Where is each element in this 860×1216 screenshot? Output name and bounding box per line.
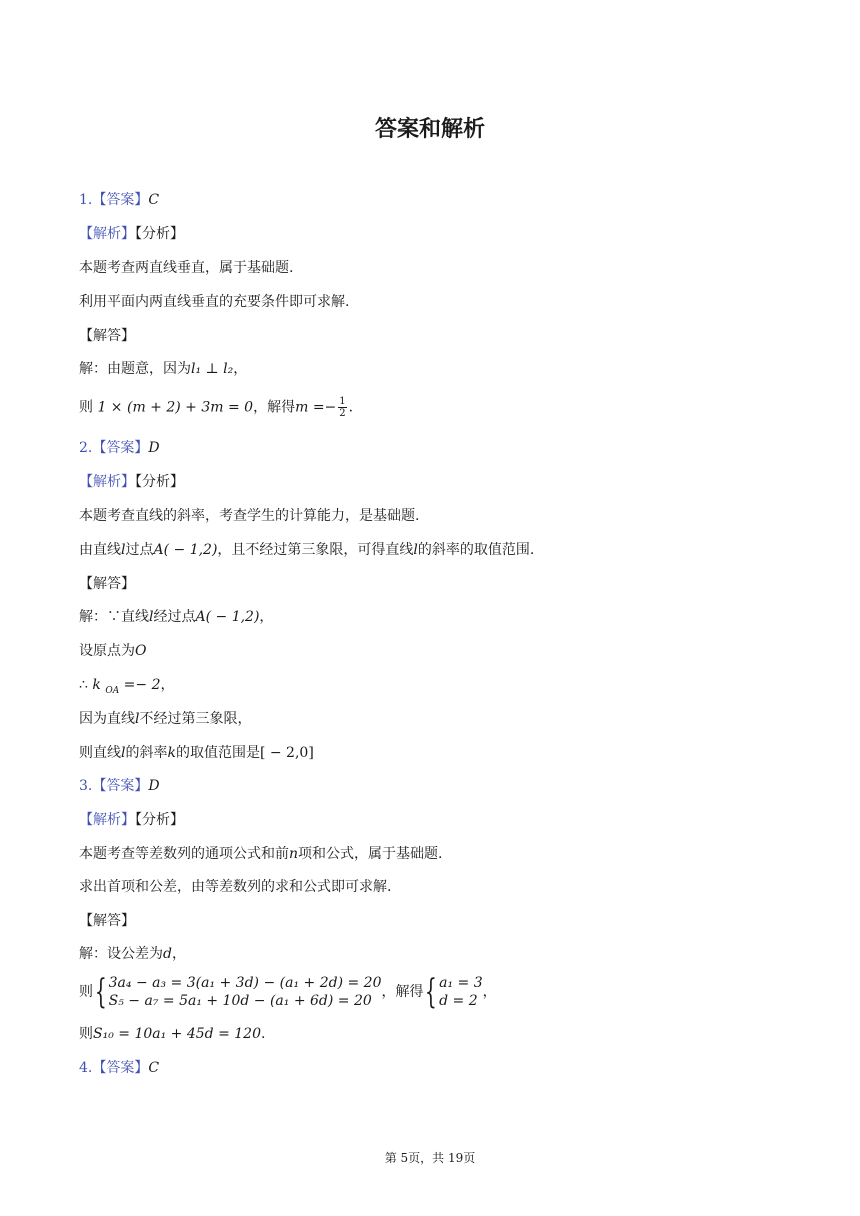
q2-math: k [92,677,101,693]
q1-analysis-header [79,224,184,244]
q3-jiexi-tag: 【解析】 [79,812,135,828]
q2-text: 解：∵直线 [79,609,149,625]
q1-math: l₁ ⊥ l₂ [191,361,234,377]
q1-math: m =− [295,399,337,416]
q3-solution-1: a₁ = 3 [439,975,483,991]
q2-para-1: 本题考查直线的斜率，考查学生的计算能力，是基础题. [79,508,420,524]
q3-para-5 [79,1024,265,1044]
q1-answer-line [79,190,159,210]
q2-para-3 [79,607,273,627]
q3-answer-line [79,776,160,796]
q2-math: A( − 1,2) [153,542,218,558]
q3-text: 则 [79,984,93,1000]
fraction-numerator: 1 [339,396,346,407]
left-brace-icon: { [94,972,107,1012]
q3-fenxi-tag: 【分析】 [135,812,184,828]
q2-text: 设原点为 [79,643,135,659]
q1-text: ，解得 [253,399,296,416]
q2-math: l [121,542,126,558]
q1-equation: 1 × (m + 2) + 3m = 0 [97,399,254,416]
q3-text: 解：设公差为 [79,946,163,962]
q2-text: 因为直线 [79,711,135,727]
q3-para-3 [79,944,186,964]
q3-text: ， [171,946,186,962]
q2-analysis-header [79,472,184,492]
q1-para-1: 本题考查两直线垂直，属于基础题. [79,260,294,276]
q3-equation: S₁₀ = 10a₁ + 45d = 120 [93,1026,261,1042]
left-brace-icon: { [425,972,438,1012]
q2-text: 不经过第三象限， [139,711,252,727]
q2-jiexi-tag: 【解析】 [79,474,135,490]
q3-math: n [289,846,299,862]
q3-text: 项和公式，属于基础题. [298,846,443,862]
q1-para-4 [79,396,353,419]
q3-text: 本题考查等差数列的通项公式和前 [79,846,289,862]
q2-math: O [135,643,147,659]
q1-text: . [348,399,354,416]
q1-jiexi-tag: 【解析】 [79,226,135,242]
q1-para-2: 利用平面内两直线垂直的充要条件即可求解. [79,294,350,310]
q3-equation-system [109,974,382,1010]
q2-para-6 [79,709,251,729]
q2-subscript: OA [105,685,120,696]
q2-number: 2. [79,440,93,456]
q1-fenxi-tag: 【分析】 [135,226,184,242]
q2-para-5 [79,675,174,701]
q2-text: ， [160,677,175,693]
q2-text: 由直线 [79,542,121,558]
q1-para-3 [79,359,247,379]
q1-answer-tag: 【答案】 [92,192,149,208]
q4-answer-tag: 【答案】 [92,1060,149,1076]
q1-number: 1. [79,192,93,208]
q2-fenxi-tag: 【分析】 [135,474,184,490]
q1-text: 则 [79,399,93,416]
q2-text: 的斜率的取值范围. [417,542,535,558]
q2-solution-tag: 【解答】 [79,576,135,592]
q4-answer-line [79,1058,159,1078]
q1-answer: C [148,192,160,208]
q2-math: l [135,711,140,727]
q2-math: l [149,609,154,625]
q3-para-1 [79,844,442,864]
q2-para-4 [79,641,146,661]
q3-text: . [260,1026,266,1042]
q2-text: 过点 [125,542,154,558]
q2-text: ，且不经过第三象限，可得直线 [217,542,414,558]
q3-para-2: 求出首项和公差，由等差数列的求和公式即可求解. [79,879,392,895]
q1-fraction [338,396,346,419]
q1-text: ， [233,361,248,377]
q2-para-2 [79,540,534,560]
q3-text: 则 [79,1026,93,1042]
q3-solution-tag: 【解答】 [79,913,135,929]
q3-text: ， [482,984,497,1000]
q4-answer: C [148,1060,160,1076]
fraction-denominator: 2 [339,408,346,419]
page-footer: 第 5页，共 19页 [384,1151,476,1165]
q2-answer: D [148,440,160,456]
q2-math: l [413,542,418,558]
q2-math: =− 2 [123,677,161,693]
q2-text: ， [259,609,274,625]
q2-answer-line [79,438,160,458]
q3-solution-2: d = 2 [439,993,478,1009]
q1-text: 解：由题意，因为 [79,361,191,377]
q3-text: ，解得 [381,984,424,1000]
q3-math: d [163,946,172,962]
q2-math: [ − 2,0] [259,745,314,761]
q2-math: l [121,745,126,761]
page-title: 答案和解析 [374,117,485,142]
q3-answer-tag: 【答案】 [92,778,149,794]
q3-solution-system [439,974,483,1010]
q2-text: ∴ [79,677,88,693]
q4-number: 4. [79,1060,93,1076]
q3-para-4 [79,974,497,1010]
q3-equation-1: 3a₄ − a₃ = 3(a₁ + 3d) − (a₁ + 2d) = 20 [108,975,382,991]
q2-answer-tag: 【答案】 [92,440,149,456]
q2-text: 则直线 [79,745,121,761]
q3-answer: D [148,778,160,794]
q2-text: 的斜率 [125,745,168,761]
q3-analysis-header [79,810,184,830]
q3-equation-2: S₅ − a₇ = 5a₁ + 10d − (a₁ + 6d) = 20 [108,993,372,1009]
q2-math: k [167,745,176,761]
q2-math: A( − 1,2) [195,609,260,625]
q2-text: 的取值范围是 [175,745,260,761]
q2-para-7 [79,743,314,763]
q1-solution-tag: 【解答】 [79,328,135,344]
q2-text: 经过点 [153,609,196,625]
q3-number: 3. [79,778,93,794]
